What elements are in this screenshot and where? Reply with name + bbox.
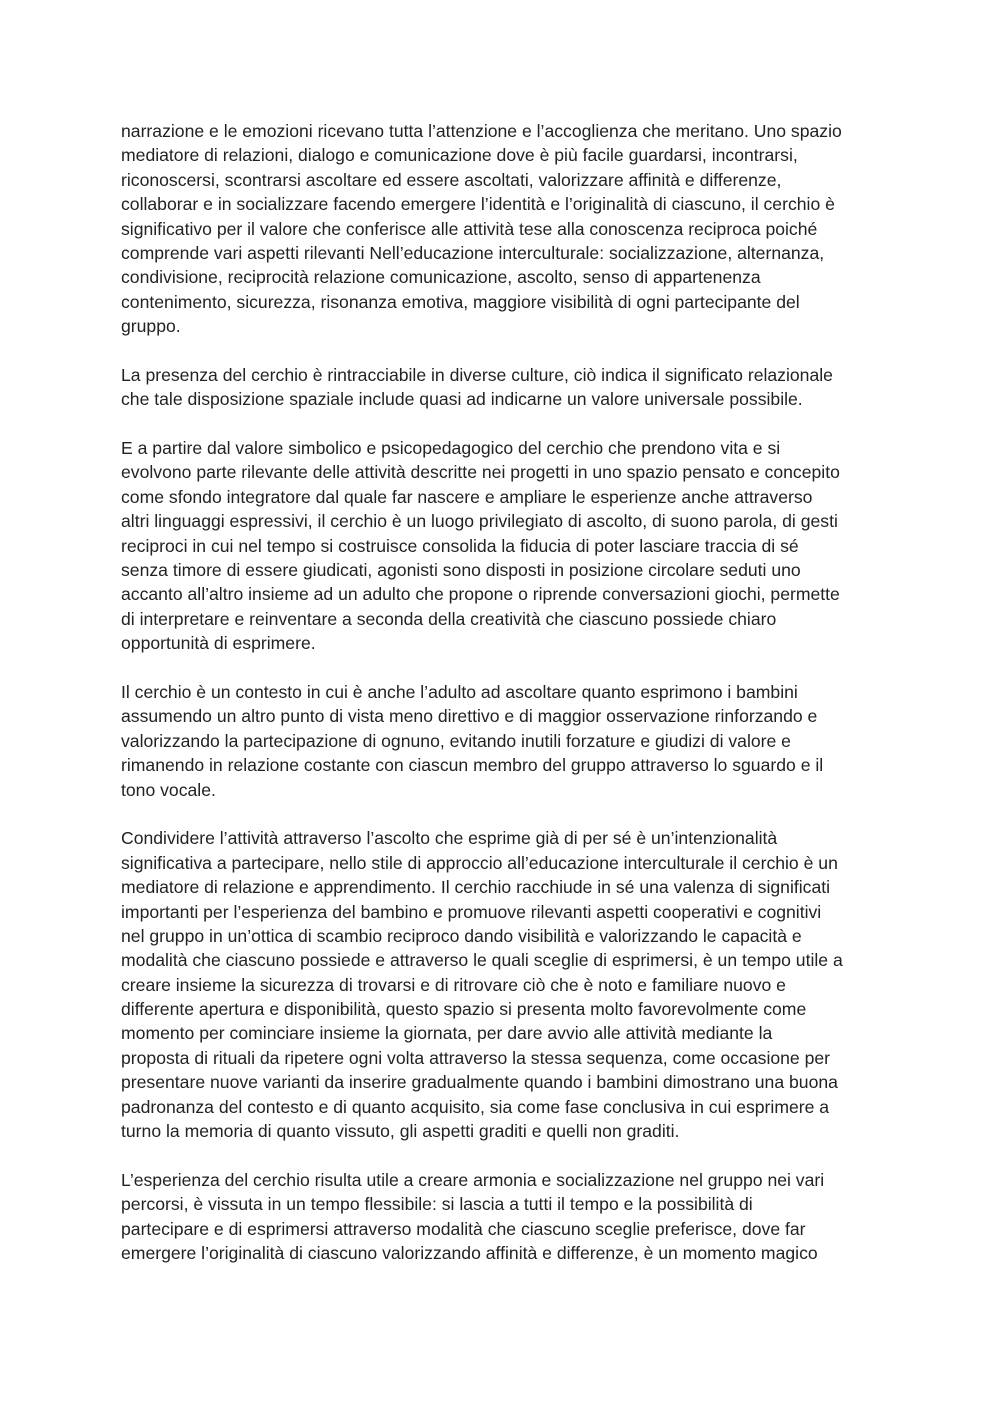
text-line: mediatore di relazioni, dialogo e comunicazione dove è più facile guardarsi, incontrarsi, [121,145,798,166]
paragraph [121,363,885,412]
paragraph-spacer [121,1143,885,1167]
text-line: altri linguaggi espressivi, il cerchio è un luogo privilegiato di ascolto, di suono parola, di gesti [121,511,838,532]
text-line: come sfondo integratore dal quale far nascere e ampliare le esperienze anche attraverso [121,486,813,507]
text-line: percorsi, è vissuta in un tempo flessibile: si lascia a tutti il tempo e la possibilità di [121,1194,753,1215]
text-line: emergere l’originalità di ciascuno valorizzando affinità e differenze, è un momento magico [121,1242,818,1263]
text-line: Il cerchio è un contesto in cui è anche l’adulto ad ascoltare quanto esprimono i bambini [121,681,798,702]
text-line: condivisione, reciprocità relazione comunicazione, ascolto, senso di appartenenza [121,267,761,288]
text-line: accanto all’altro insieme ad un adulto che propone o riprende conversazioni giochi, permette [121,584,840,605]
text-line: che tale disposizione spaziale include quasi ad indicarne un valore universale possibile. [121,389,803,410]
text-line: Condividere l’attività attraverso l’ascolto che esprime già di per sé è un’intenzionalità [121,828,778,849]
text-line: gruppo. [121,316,181,337]
text-line: creare insieme la sicurezza di trovarsi e di ritrovare ciò che è noto e familiare nuovo e [121,974,786,995]
paragraph [121,1168,885,1266]
text-line: valorizzando la partecipazione di ognuno, evitando inutili forzature e giudizi di valore e [121,730,791,751]
text-line: differente apertura e disponibilità, questo spazio si presenta molto favorevolmente come [121,999,807,1020]
paragraph-spacer [121,656,885,680]
text-line: padronanza del contesto e di quanto acquisito, sia come fase conclusiva in cui esprimere a [121,1096,830,1117]
paragraph [121,436,885,656]
text-line: partecipare e di esprimersi attraverso modalità che ciascuno sceglie preferisce, dove far [121,1218,806,1239]
text-line: tono vocale. [121,779,216,800]
text-line: La presenza del cerchio è rintracciabile in diverse culture, ciò indica il significato relazionale [121,364,833,385]
paragraph [121,119,885,339]
text-line: evolvono parte rilevante delle attività descritte nei progetti in uno spazio pensato e concepito [121,462,840,483]
text-line: proposta di rituali da ripetere ogni volta attraverso la stessa sequenza, come occasione per [121,1047,831,1068]
paragraph [121,680,885,802]
text-line: narrazione e le emozioni ricevano tutta l’attenzione e l’accoglienza che meritano. Uno spazio [121,121,842,141]
text-line: assumendo un altro punto di vista meno direttivo e di maggior osservazione rinforzando e [121,706,818,727]
paragraph-spacer [121,412,885,436]
text-line: significativo per il valore che conferisce alle attività tese alla conoscenza reciproca poiché [121,218,818,239]
document-body [121,119,885,1265]
text-line: di interpretare e reinventare a seconda della creatività che ciascuno possiede chiaro [121,608,777,629]
text-line: significativa a partecipare, nello stile di approccio all’educazione interculturale il cerchio è un [121,852,838,873]
paragraph [121,826,885,1143]
text-line: collaborar e in socializzare facendo emergere l’identità e l’originalità di ciascuno, il cerchio è [121,194,835,215]
text-line: riconoscersi, scontrarsi ascoltare ed essere ascoltati, valorizzare affinità e differenze, [121,169,782,190]
text-line: L’esperienza del cerchio risulta utile a creare armonia e socializzazione nel gruppo nei vari [121,1169,825,1190]
text-line: modalità che ciascuno possiede e attraverso le quali sceglie di esprimersi, è un tempo utile a [121,950,843,971]
text-line: mediatore di relazione e apprendimento. Il cerchio racchiude in sé una valenza di significati [121,877,831,898]
text-line: nel gruppo in un’ottica di scambio reciproco dando visibilità e valorizzando le capacità e [121,925,802,946]
text-line: turno la memoria di quanto vissuto, gli aspetti graditi e quelli non graditi. [121,1121,680,1142]
text-line: rimanendo in relazione costante con ciascun membro del gruppo attraverso lo sguardo e il [121,755,824,776]
paragraph-spacer [121,339,885,363]
text-line: importanti per l’esperienza del bambino e promuove rilevanti aspetti cooperativi e cognitivi [121,901,822,922]
text-line: presentare nuove varianti da inserire gradualmente quando i bambini dimostrano una buona [121,1072,838,1093]
text-line: comprende vari aspetti rilevanti Nell’educazione interculturale: socializzazione, alternanza, [121,242,825,263]
text-line: E a partire dal valore simbolico e psicopedagogico del cerchio che prendono vita e si [121,438,781,459]
text-line: senza timore di essere giudicati, agonisti sono disposti in posizione circolare seduti uno [121,560,801,581]
text-line: opportunità di esprimere. [121,633,316,654]
paragraph-spacer [121,802,885,826]
text-line: reciproci in cui nel tempo si costruisce consolida la fiducia di poter lasciare traccia di sé [121,535,799,556]
text-line: momento per cominciare insieme la giornata, per dare avvio alle attività mediante la [121,1023,773,1044]
text-line: contenimento, sicurezza, risonanza emotiva, maggiore visibilità di ogni partecipante del [121,291,800,312]
